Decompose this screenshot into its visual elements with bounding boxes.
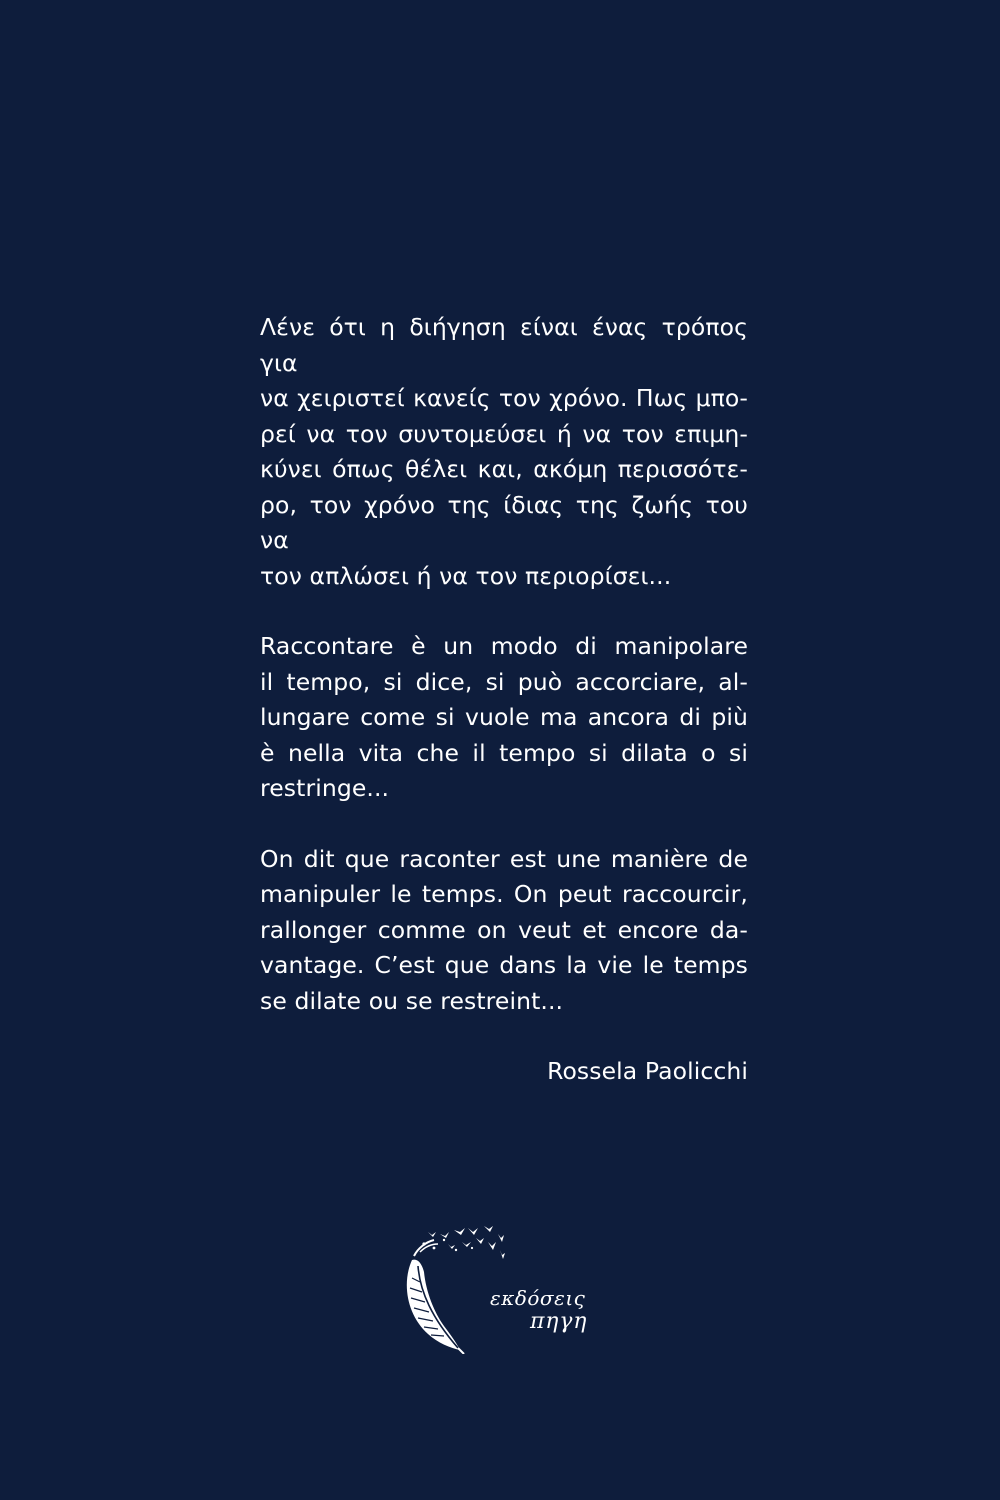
author-name: Rossela Paolicchi [547,1057,748,1085]
text-line: Λένε ότι η διήγηση είναι ένας τρόπος για [260,313,748,377]
text-line: Raccontare è un modo di manipolare [260,632,748,660]
paragraph-gap [260,807,748,842]
paragraph-greek [260,310,748,594]
publisher-name-line2: πηγη [530,1309,588,1334]
text-line: τον απλώσει ή να τον περιορίσει... [260,561,672,590]
paragraph-french [260,842,748,1020]
text-line: il tempo, si dice, si può accorciare, al- [260,667,748,696]
text-line: On dit que raconter est une manière de [260,844,748,873]
text-line: lungare come si vuole ma ancora di più [260,703,748,731]
text-line: ρο, τον χρόνο της ίδιας της ζωής του να [260,490,748,554]
text-line: ρεί να τον συντομεύσει ή να τον επιμη- [260,419,748,448]
paragraph-gap [260,594,748,629]
text-line: restringe... [260,774,390,802]
text-line: manipuler le temps. On peut raccourcir, [260,880,748,908]
publisher-logo [398,1222,628,1354]
text-line: να χειριστεί κανείς τον χρόνο. Πως μπο- [260,384,748,412]
paragraph-italian [260,629,748,807]
publisher-name-line1: εκδόσεις [490,1286,586,1310]
text-line: vantage. C’est que dans la vie le temps [260,951,748,979]
text-line: κύνει όπως θέλει και, ακόμη περισσότε- [260,455,748,483]
back-cover-text [260,310,748,1090]
text-line: se dilate ou se restreint... [260,986,564,1015]
text-line: è nella vita che il tempo si dilata o si [260,738,748,767]
text-line: rallonger comme on veut et encore da- [260,915,748,944]
